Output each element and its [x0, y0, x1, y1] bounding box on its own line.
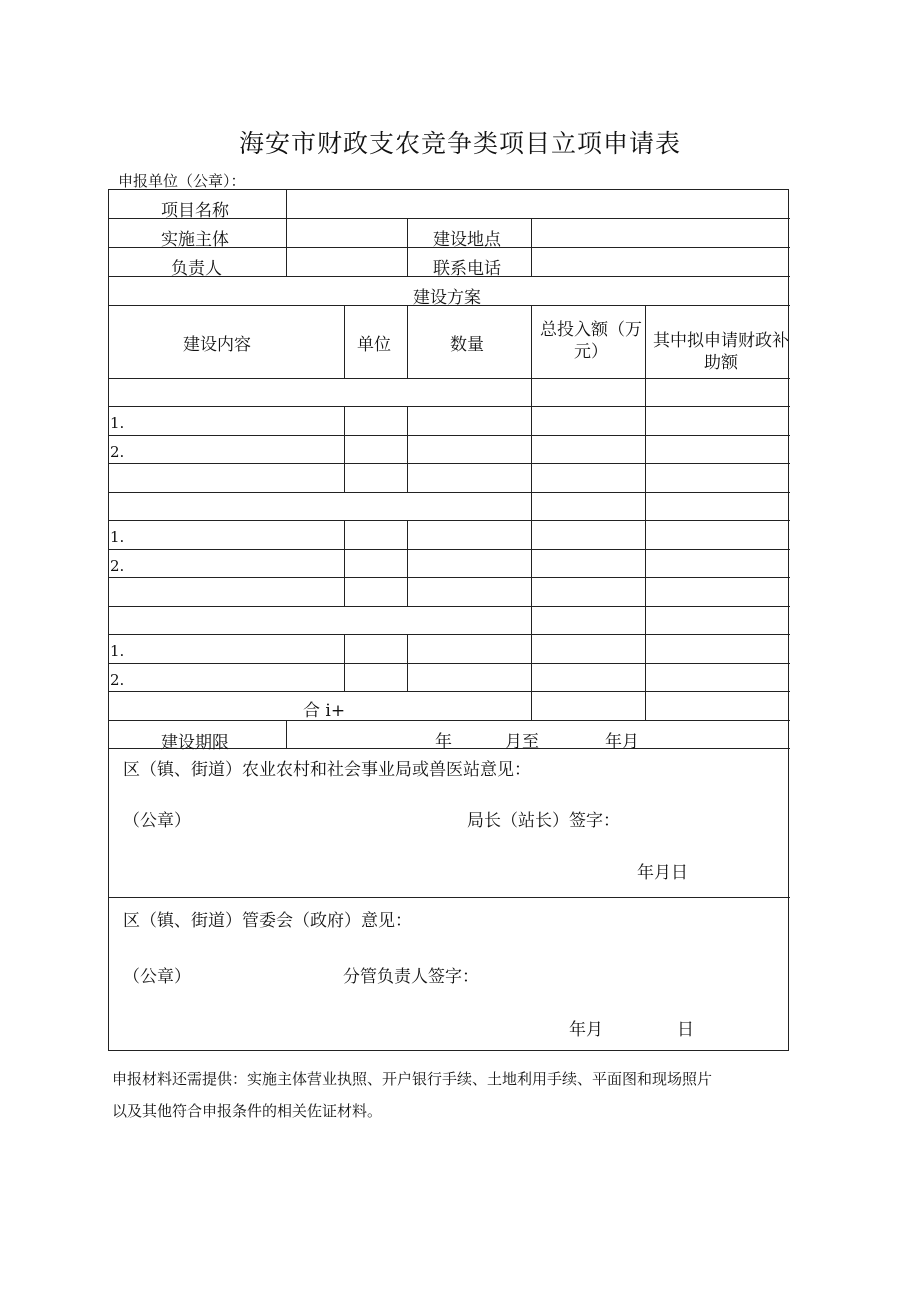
government-signature: 分管负责人签字： [343, 967, 479, 987]
footnote-line-1: 申报材料还需提供：实施主体营业执照、开户银行手续、土地利用手续、平面图和现场照片 [112, 1070, 713, 1088]
period-month-to: 月至 [505, 732, 539, 752]
construction-plan-heading: 建设方案 [413, 288, 481, 308]
item-number: 2. [110, 443, 125, 461]
phone-label: 联系电话 [433, 259, 501, 279]
item-number: 1. [110, 528, 125, 546]
footnote-line-2: 以及其他符合申报条件的相关佐证材料。 [112, 1102, 383, 1120]
construction-period-label: 建设期限 [161, 733, 229, 753]
col-construction-content: 建设内容 [183, 335, 251, 355]
item-number: 1. [110, 414, 125, 432]
application-form-table [108, 189, 789, 1051]
leader-label: 负责人 [171, 259, 222, 279]
project-name-label: 项目名称 [161, 201, 229, 221]
period-year: 年 [435, 732, 452, 752]
applicant-unit-label: 申报单位（公章）： [118, 172, 246, 190]
implementer-label: 实施主体 [161, 230, 229, 250]
bureau-seal: （公章） [123, 811, 191, 831]
item-number: 2. [110, 671, 125, 689]
bureau-date: 年月日 [637, 863, 688, 883]
period-year-month: 年月 [605, 732, 639, 752]
col-unit: 单位 [357, 335, 391, 355]
item-number: 1. [110, 642, 125, 660]
total-label: 合 i+ [303, 701, 346, 721]
col-total-investment: 总投入额（万元） [540, 320, 642, 362]
government-date-year-month: 年月 [569, 1020, 603, 1040]
col-quantity: 数量 [450, 335, 484, 355]
form-title: 海安市财政支农竞争类项目立项申请表 [238, 129, 681, 158]
government-date-day: 日 [677, 1020, 694, 1040]
location-label: 建设地点 [433, 230, 501, 250]
col-subsidy: 其中拟申请财政补助额 [653, 331, 789, 373]
government-seal: （公章） [123, 967, 191, 987]
bureau-signature: 局长（站长）签字： [467, 811, 620, 831]
government-opinion-heading: 区（镇、街道）管委会（政府）意见： [123, 911, 412, 931]
item-number: 2. [110, 557, 125, 575]
bureau-opinion-heading: 区（镇、街道）农业农村和社会事业局或兽医站意见： [123, 760, 531, 780]
